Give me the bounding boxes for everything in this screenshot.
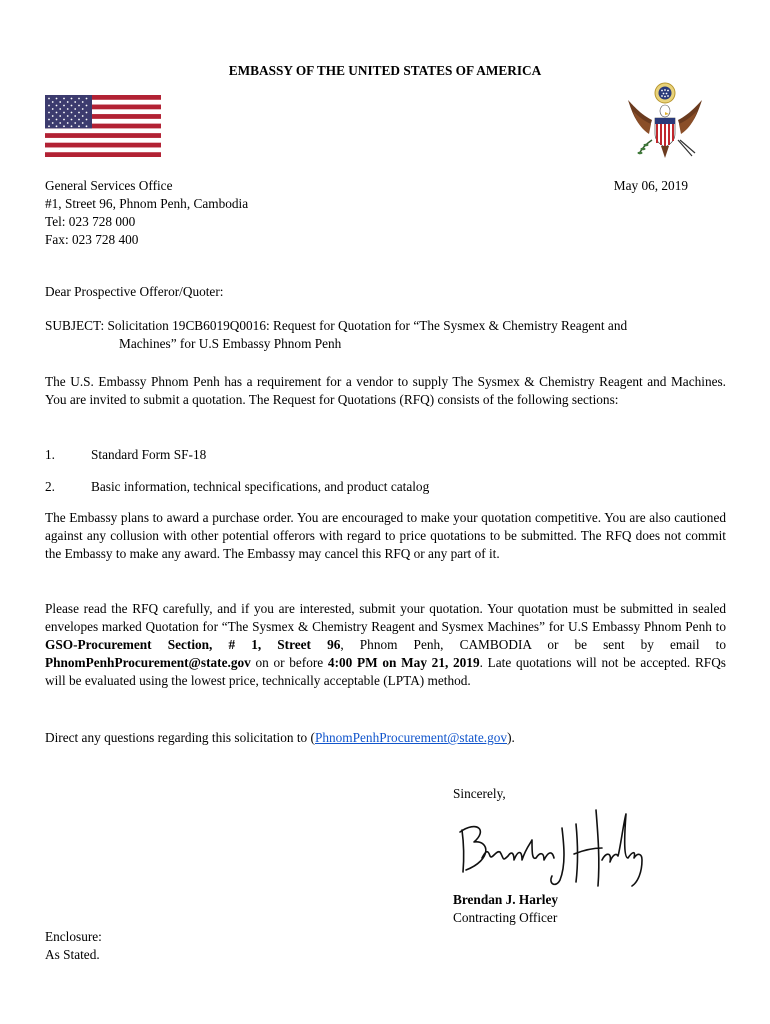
sender-address: #1, Street 96, Phnom Penh, Cambodia (45, 196, 249, 211)
closing-sincerely: Sincerely, (453, 786, 506, 801)
section-list-item-1 (45, 446, 206, 464)
subject-line-1: SUBJECT: Solicitation 19CB6019Q0016: Request for Quotation for “The Sysmex & Chemistry Reagent and (45, 318, 628, 333)
salutation: Dear Prospective Offeror/Quoter: (45, 284, 224, 299)
section-list-item-2 (45, 478, 429, 496)
submission-text: , Phnom Penh, CAMBODIA or be sent by email to (340, 637, 726, 652)
submission-address: GSO-Procurement Section, # 1, Street 96 (45, 637, 341, 652)
sender-office: General Services Office (45, 178, 173, 193)
subject-line-2: Machines” for U.S Embassy Phnom Penh (119, 336, 342, 351)
enclosure-label: Enclosure: (45, 929, 102, 944)
sender-tel: Tel: 023 728 000 (45, 214, 136, 229)
subject-line (45, 317, 725, 353)
award-paragraph: The Embassy plans to award a purchase order. You are encouraged to make your quotation competitive. You are also cautioned against any collusion with other potential offerors with regard to price quotations to be submitted. The RFQ does not commit the Embassy to make any award. The Embassy may cancel this RFQ or any part of it. (45, 510, 726, 561)
sender-fax: Fax: 023 728 400 (45, 232, 139, 247)
section-label: Basic information, technical specifications, and product catalog (91, 479, 430, 494)
us-flag-image (45, 95, 161, 157)
section-number: 1. (45, 447, 55, 462)
questions-text: Direct any questions regarding this solicitation to ( (45, 730, 315, 745)
enclosure-value: As Stated. (45, 947, 100, 962)
questions-text: ). (507, 730, 515, 745)
submission-deadline: 4:00 PM on May 21, 2019 (327, 655, 480, 670)
submission-text: on or before (250, 655, 328, 670)
submission-email: PhnomPenhProcurement@state.gov (45, 655, 251, 670)
handwritten-signature (452, 800, 652, 892)
page-title: EMBASSY OF THE UNITED STATES OF AMERICA (228, 63, 542, 78)
section-number: 2. (45, 479, 55, 494)
questions-paragraph (45, 729, 726, 747)
letter-date: May 06, 2019 (613, 178, 688, 193)
signer-name: Brendan J. Harley (453, 892, 559, 907)
great-seal-eagle-image (622, 78, 708, 164)
intro-paragraph: The U.S. Embassy Phnom Penh has a requirement for a vendor to supply The Sysmex & Chemistry Reagent and Machines. You are invited to submit a quotation. The Request for Quotations (RFQ) consists of the following sections: (45, 374, 726, 407)
submission-paragraph (45, 600, 726, 690)
submission-text: . Late quotations will not be accepted. RFQs will be evaluated using the lowest price, technically acceptable (LPTA) method. (45, 655, 726, 688)
questions-email-link[interactable]: PhnomPenhProcurement@state.gov (314, 730, 508, 745)
submission-text: Please read the RFQ carefully, and if you are interested, submit your quotation. Your quotation must be submitted in sealed envelopes marked Quotation for “The Sysmex & Chemistry Reagent and Sysmex Machines” for U.S Embassy Phnom Penh to (45, 601, 726, 634)
signer-title: Contracting Officer (453, 910, 558, 925)
sender-address-block (45, 177, 248, 249)
section-label: Standard Form SF-18 (91, 447, 207, 462)
enclosure-block (45, 928, 102, 964)
